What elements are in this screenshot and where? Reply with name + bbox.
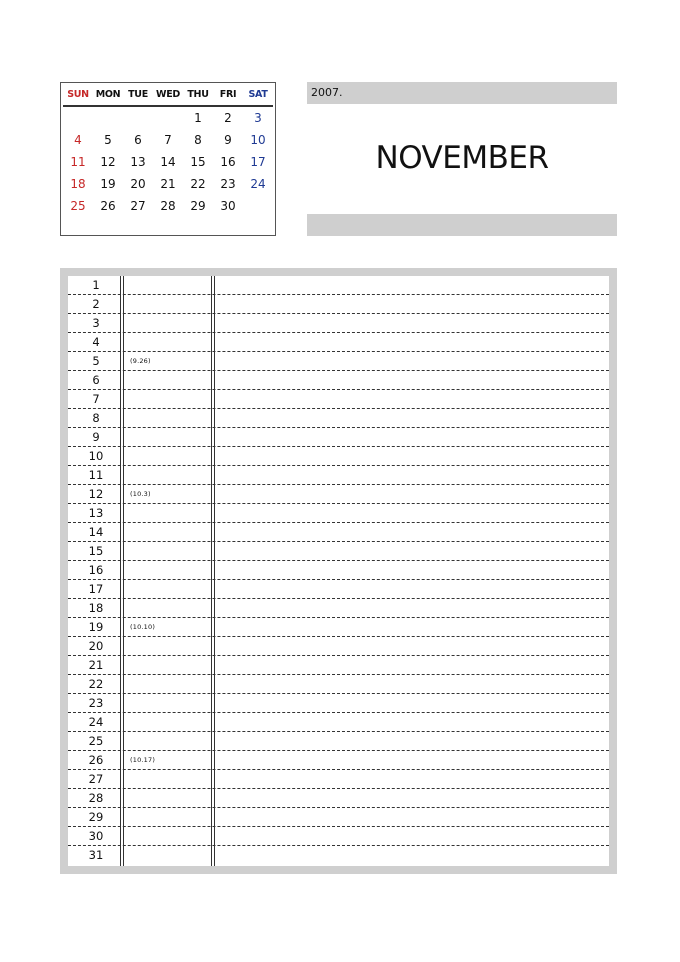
day-row bbox=[68, 542, 609, 561]
month-title: NOVEMBER bbox=[375, 140, 549, 176]
day-row bbox=[68, 846, 609, 865]
day-row bbox=[68, 713, 609, 732]
day-row bbox=[68, 314, 609, 333]
day-number: 16 bbox=[88, 563, 104, 577]
calendar-day: 8 bbox=[194, 133, 202, 147]
day-row bbox=[68, 637, 609, 656]
day-number: 8 bbox=[92, 411, 100, 425]
day-number: 20 bbox=[88, 639, 104, 653]
day-number: 30 bbox=[88, 829, 104, 843]
calendar-day: 22 bbox=[190, 177, 206, 191]
weekday-wed: WED bbox=[156, 88, 180, 100]
weekday-fri: FRI bbox=[219, 88, 237, 100]
column-divider bbox=[211, 276, 212, 866]
calendar-day: 21 bbox=[160, 177, 176, 191]
calendar-week bbox=[63, 129, 273, 151]
column-divider bbox=[123, 276, 124, 866]
calendar-day: 25 bbox=[70, 199, 86, 213]
day-number: 3 bbox=[92, 316, 100, 330]
calendar-day: 10 bbox=[250, 133, 266, 147]
calendar-day: 14 bbox=[160, 155, 176, 169]
day-row bbox=[68, 276, 609, 295]
calendar-day: 20 bbox=[130, 177, 146, 191]
calendar-day: 7 bbox=[164, 133, 172, 147]
calendar-day: 9 bbox=[224, 133, 232, 147]
day-row bbox=[68, 409, 609, 428]
day-number: 5 bbox=[92, 354, 100, 368]
calendar-day: 19 bbox=[100, 177, 116, 191]
weekday-mon: MON bbox=[95, 88, 121, 100]
day-note: (9.26) bbox=[130, 357, 151, 365]
calendar-day: 23 bbox=[220, 177, 236, 191]
day-note: (10.10) bbox=[130, 623, 156, 631]
day-number: 2 bbox=[92, 297, 100, 311]
weekday-thu: THU bbox=[187, 88, 209, 100]
day-row bbox=[68, 808, 609, 827]
calendar-day: 13 bbox=[130, 155, 146, 169]
day-row bbox=[68, 352, 609, 371]
header-bottom-bar bbox=[307, 214, 617, 236]
day-row bbox=[68, 770, 609, 789]
day-number: 10 bbox=[88, 449, 104, 463]
day-row bbox=[68, 371, 609, 390]
calendar-day: 11 bbox=[70, 155, 86, 169]
day-number: 4 bbox=[92, 335, 100, 349]
day-number: 31 bbox=[88, 848, 104, 862]
day-number: 29 bbox=[88, 810, 104, 824]
day-number: 14 bbox=[88, 525, 104, 539]
day-row bbox=[68, 466, 609, 485]
calendar-day: 18 bbox=[70, 177, 86, 191]
day-number: 18 bbox=[88, 601, 104, 615]
calendar-week bbox=[63, 195, 273, 217]
weekday-sat: SAT bbox=[248, 88, 268, 100]
day-number: 15 bbox=[88, 544, 104, 558]
calendar-day: 30 bbox=[220, 199, 236, 213]
day-row bbox=[68, 599, 609, 618]
calendar-day: 15 bbox=[190, 155, 206, 169]
day-row bbox=[68, 561, 609, 580]
calendar-week bbox=[63, 151, 273, 173]
calendar-day: 26 bbox=[100, 199, 116, 213]
weekday-tue: TUE bbox=[128, 88, 148, 100]
calendar-day: 28 bbox=[160, 199, 176, 213]
day-row bbox=[68, 523, 609, 542]
calendar-day: 5 bbox=[104, 133, 112, 147]
calendar-day: 2 bbox=[224, 111, 232, 125]
day-number: 22 bbox=[88, 677, 104, 691]
weekday-header bbox=[63, 83, 273, 107]
day-row bbox=[68, 618, 609, 637]
day-number: 19 bbox=[88, 620, 104, 634]
day-row bbox=[68, 333, 609, 352]
day-number: 24 bbox=[88, 715, 104, 729]
calendar-day: 12 bbox=[100, 155, 116, 169]
day-note: (10.3) bbox=[130, 490, 151, 498]
calendar-week bbox=[63, 107, 273, 129]
calendar-day: 3 bbox=[254, 111, 262, 125]
day-row bbox=[68, 390, 609, 409]
day-number: 12 bbox=[88, 487, 104, 501]
day-number: 11 bbox=[88, 468, 104, 482]
calendar-day: 27 bbox=[130, 199, 146, 213]
day-row bbox=[68, 580, 609, 599]
calendar-day: 24 bbox=[250, 177, 266, 191]
calendar-day: 6 bbox=[134, 133, 142, 147]
day-number: 26 bbox=[88, 753, 104, 767]
calendar-day: 4 bbox=[74, 133, 82, 147]
day-row bbox=[68, 789, 609, 808]
day-row bbox=[68, 504, 609, 523]
calendar-day: 29 bbox=[190, 199, 206, 213]
day-number: 1 bbox=[92, 278, 100, 292]
column-divider bbox=[214, 276, 215, 866]
day-number: 13 bbox=[88, 506, 104, 520]
day-row bbox=[68, 732, 609, 751]
day-number: 28 bbox=[88, 791, 104, 805]
day-row bbox=[68, 694, 609, 713]
mini-calendar bbox=[60, 82, 276, 236]
day-number: 7 bbox=[92, 392, 100, 406]
year-label: 2007. bbox=[307, 82, 617, 104]
calendar-day: 1 bbox=[194, 111, 202, 125]
mini-calendar-weeks bbox=[61, 107, 275, 217]
day-row bbox=[68, 827, 609, 846]
column-divider bbox=[120, 276, 121, 866]
day-row bbox=[68, 751, 609, 770]
day-row bbox=[68, 447, 609, 466]
day-note: (10.17) bbox=[130, 756, 156, 764]
day-row bbox=[68, 675, 609, 694]
day-row bbox=[68, 428, 609, 447]
day-number: 25 bbox=[88, 734, 104, 748]
day-row bbox=[68, 485, 609, 504]
calendar-day: 17 bbox=[250, 155, 266, 169]
calendar-day: 16 bbox=[220, 155, 236, 169]
day-number: 9 bbox=[92, 430, 100, 444]
day-number: 6 bbox=[92, 373, 100, 387]
day-number: 21 bbox=[88, 658, 104, 672]
day-row bbox=[68, 295, 609, 314]
day-number: 27 bbox=[88, 772, 104, 786]
day-number: 17 bbox=[88, 582, 104, 596]
day-row bbox=[68, 656, 609, 675]
weekday-sun: SUN bbox=[67, 88, 89, 100]
calendar-week bbox=[63, 173, 273, 195]
day-number: 23 bbox=[88, 696, 104, 710]
